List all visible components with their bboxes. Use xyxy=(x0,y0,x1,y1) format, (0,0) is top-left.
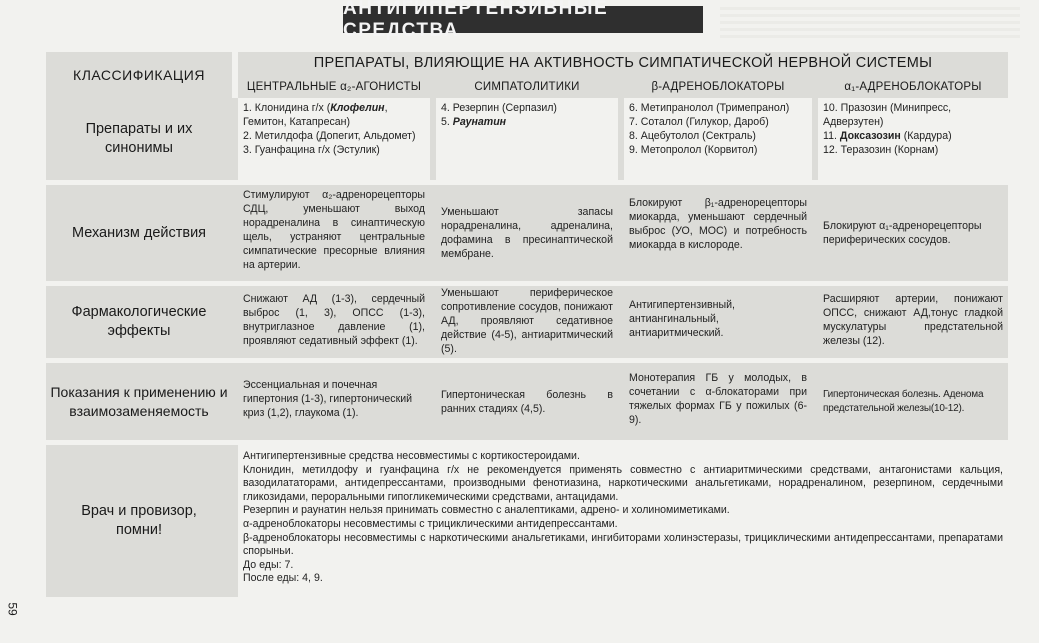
indications-alpha-blockers: Гипертоническая болезнь. Аденома предстательной железы(10-12). xyxy=(823,389,984,414)
effects-alpha-blockers: Расширяют артерии, понижают ОПСС, снижают АД,тонус гладкой мускулатуры предстательной железы (12). xyxy=(823,293,1003,347)
row-label-indications: Показания к применению и взаимозаменяемость xyxy=(50,383,228,419)
row-label-drugs: Препараты и их синонимы xyxy=(85,121,193,156)
mechanism-alpha-blockers: Блокируют α₁-адренорецепторы периферических сосудов. xyxy=(823,220,982,246)
note-alpha-blockers: α-адреноблокаторы несовместимы с трициклическими антидепрессантами. xyxy=(243,517,618,530)
drug-prazosin: 10. Празозин (Минипресс, Адверзутен) xyxy=(823,102,952,128)
row-label-mechanism: Механизм действия xyxy=(71,224,207,241)
drugs-sympatholytics xyxy=(441,101,615,129)
page-number: 59 xyxy=(5,602,20,616)
drug-reserpine: 4. Резерпин (Серпазил) xyxy=(441,102,557,114)
remember-notes xyxy=(243,450,1003,586)
drug-text: (Кардура) xyxy=(900,130,952,142)
column-header-sympatholytics: СИМПАТОЛИТИКИ xyxy=(436,76,618,99)
drug-text: 11. xyxy=(823,130,840,142)
row-label-effects: Фармакологические эффекты xyxy=(71,304,207,339)
indications-central-agonists: Эссенциальная и почечная гипертония (1-3), гипертонический криз (1,2), глаукома (1). xyxy=(243,379,413,419)
drug-metipranolol: 6. Метипранолол (Тримепранол) xyxy=(629,102,790,114)
note-corticosteroids: Антигипертензивные средства несовместимы с кортикостероидами. xyxy=(243,450,580,462)
note-before-meal: До еды: 7. xyxy=(243,558,294,571)
drugs-beta-blockers xyxy=(629,101,809,157)
effects-beta-blockers: Антигипертензивный, антиангинальный, антиаритмический. xyxy=(629,299,735,339)
classification-header: КЛАССИФИКАЦИЯ xyxy=(46,52,232,99)
drug-text: , Гемитон, Катапресан) xyxy=(243,102,388,128)
drug-raunatin: Раунатин xyxy=(452,116,507,128)
note-after-meal: После еды: 4, 9. xyxy=(243,572,323,585)
column-header-alpha-blockers: α₁-АДРЕНОБЛОКАТОРЫ xyxy=(818,76,1008,99)
drug-guanfacine: 3. Гуанфацина г/х (Эстулик) xyxy=(243,144,380,156)
column-header-beta-blockers: β-АДРЕНОБЛОКАТОРЫ xyxy=(624,76,812,99)
mechanism-sympatholytics: Уменьшают запасы норадреналина, адреналина, дофамина в пресинаптической мембране. xyxy=(441,206,613,260)
effects-central-agonists: Снижают АД (1-3), сердечный выброс (1, 3), ОПСС (1-3), внутриглазное давление (1), проявляют седативный эффект (1). xyxy=(243,293,425,347)
column-header-central-agonists: ЦЕНТРАЛЬНЫЕ α₂-АГОНИСТЫ xyxy=(238,76,430,99)
drug-doxazosin: Доксазозин xyxy=(839,130,901,142)
drug-clofelin: Клофелин xyxy=(330,102,385,114)
row-label-remember: Врач и провизор, помни! xyxy=(81,503,197,538)
note-beta-blockers: β-адреноблокаторы несовместимы с наркотическими анальгетиками, ингибиторами холинэстеразы, трициклическими антидепрессантами, препаратами спорыньи. xyxy=(243,531,1003,558)
drug-sotalol: 7. Соталол (Гилукор, Дароб) xyxy=(629,116,769,128)
note-reserpine: Резерпин и раунатин нельзя принимать совместно с аналептиками, адрено- и холиномиметиками. xyxy=(243,504,730,517)
faded-background-text xyxy=(720,4,1020,38)
mechanism-beta-blockers: Блокируют β₁-адренорецепторы миокарда, уменьшают сердечный выброс (УО, МОС) и потребность миокарда в кислороде. xyxy=(629,197,807,251)
drug-metoprolol: 9. Метопролол (Корвитол) xyxy=(629,144,758,156)
drug-terazosin: 12. Теразозин (Корнам) xyxy=(823,144,939,156)
drugs-central-agonists xyxy=(243,101,427,157)
indications-beta-blockers: Монотерапия ГБ у молодых, в сочетании с α-блокаторами при тяжелых формах ГБ у пожилых (6-9). xyxy=(629,372,807,426)
drug-methyldopa: 2. Метилдофа (Допегит, Альдомет) xyxy=(243,130,416,142)
note-clonidine: Клонидин, метилдофу и гуанфацина г/х не рекомендуется применять совместно с антиаритмическими средствами, антагонистами кальция, вазодилататорами, антидепрессантами, производными фенотиазина, наркотическими анальгетиками, норадреналином, резерпином, сердечными гликозидами, пероральными гипогликемическими средствами, антацидами. xyxy=(243,463,1003,503)
main-header: ПРЕПАРАТЫ, ВЛИЯЮЩИЕ НА АКТИВНОСТЬ СИМПАТИЧЕСКОЙ НЕРВНОЙ СИСТЕМЫ xyxy=(313,55,933,71)
drug-text: 5. xyxy=(441,116,453,128)
drug-text: 1. Клонидина г/х ( xyxy=(243,102,331,114)
indications-sympatholytics: Гипертоническая болезнь в ранних стадиях (4,5). xyxy=(441,389,613,415)
drugs-alpha-blockers xyxy=(823,101,1005,157)
mechanism-central-agonists: Стимулируют α₂-адренорецепторы СДЦ, уменьшают выход норадреналина в синаптическую щель, устраняют центральные симпатические пресорные влияния на артерии. xyxy=(243,189,425,271)
effects-sympatholytics: Уменьшают периферическое сопротивление сосудов, понижают АД, проявляют седативное действие (4-5), антиаритмический (5). xyxy=(441,287,613,355)
drug-acebutolol: 8. Ацебутолол (Сектраль) xyxy=(629,130,756,142)
page-title: АНТИГИПЕРТЕНЗИВНЫЕ СРЕДСТВА xyxy=(343,6,703,33)
